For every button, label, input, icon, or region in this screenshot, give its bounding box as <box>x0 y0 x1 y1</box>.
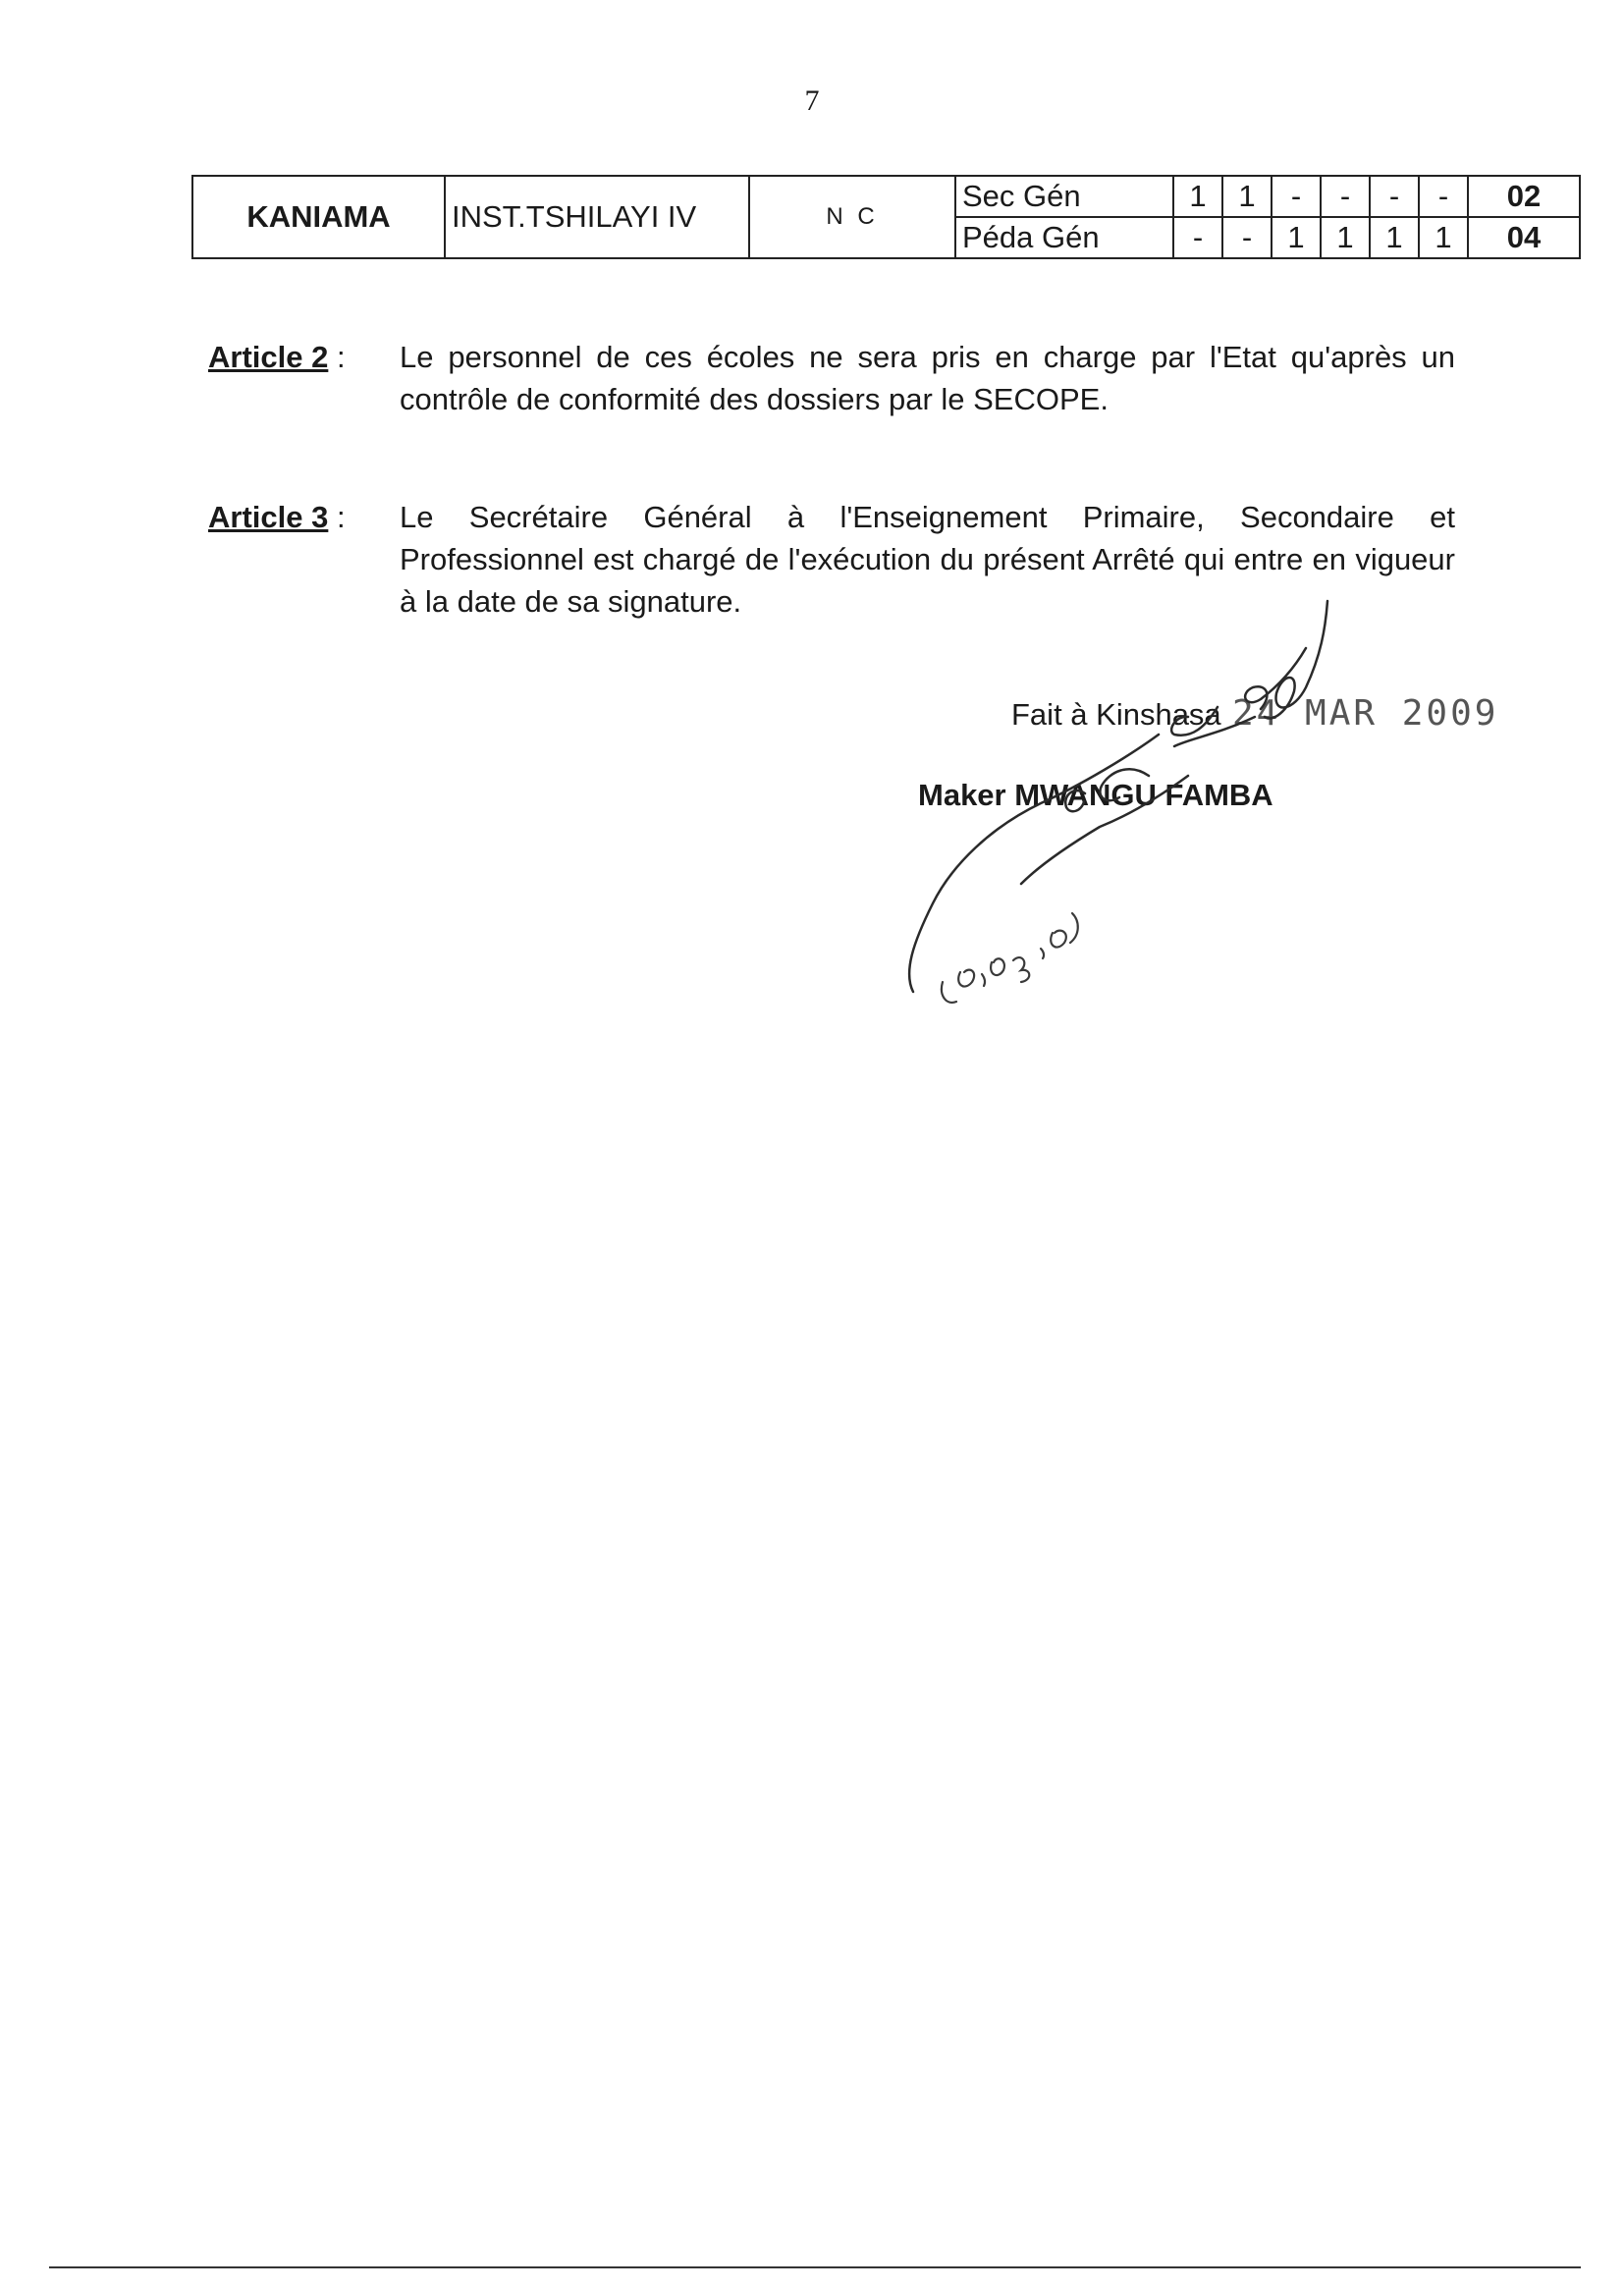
count-cell: 1 <box>1222 176 1272 217</box>
article-text: Le personnel de ces écoles ne sera pris en charge par l'Etat qu'après un contrôle de conformité des dossiers par le SECOPE. <box>400 340 1455 416</box>
article-text: Le Secrétaire Général à l'Enseignement Primaire, Secondaire et Professionnel est chargé de l'exécution du présent Arrêté qui entre en vigueur à la date de sa signature. <box>400 500 1455 619</box>
count-cell: - <box>1370 176 1419 217</box>
school-cell: INST.TSHILAYI IV <box>445 176 749 258</box>
count-cell: 1 <box>1173 176 1222 217</box>
total-cell: 04 <box>1468 217 1580 258</box>
count-cell: 1 <box>1321 217 1370 258</box>
status-cell: N C <box>749 176 955 258</box>
territory-cell: KANIAMA <box>192 176 445 258</box>
category-cell: Péda Gén <box>955 217 1173 258</box>
count-cell: 1 <box>1272 217 1321 258</box>
page-number: 7 <box>804 84 820 117</box>
signatory-name: Maker MWANGU FAMBA <box>918 778 1273 812</box>
count-cell: - <box>1419 176 1468 217</box>
place-of-signature: Fait à Kinshasa <box>1011 697 1221 732</box>
article-label: Article 2 : <box>208 340 346 374</box>
count-cell: 1 <box>1419 217 1468 258</box>
count-cell: - <box>1321 176 1370 217</box>
count-cell: - <box>1173 217 1222 258</box>
article-label: Article 3 : <box>208 500 346 534</box>
category-cell: Sec Gén <box>955 176 1173 217</box>
footer-rule <box>49 2266 1581 2268</box>
count-cell: - <box>1222 217 1272 258</box>
total-cell: 02 <box>1468 176 1580 217</box>
date-stamp: 24 MAR 2009 <box>1232 693 1499 734</box>
count-cell: 1 <box>1370 217 1419 258</box>
count-cell: - <box>1272 176 1321 217</box>
